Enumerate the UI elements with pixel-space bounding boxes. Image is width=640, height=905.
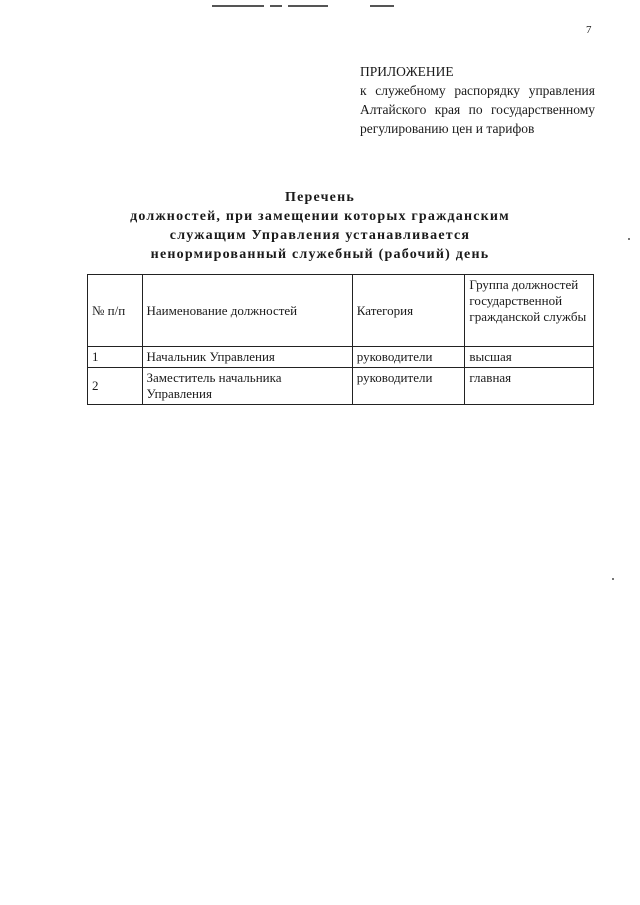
row-position-name: Начальник Управления (142, 347, 352, 368)
table-row (88, 347, 594, 368)
scan-speck (628, 238, 630, 240)
row-group: главная (465, 368, 594, 405)
heading-line-1: Перечень (285, 190, 355, 205)
heading-line-3: служащим Управления устанавливается (169, 228, 471, 243)
table-header-row (88, 275, 594, 347)
table-row (88, 368, 594, 405)
heading-line-2: должностей, при замещении которых гражданским (130, 209, 510, 224)
row-position-name: Заместитель начальника Управления (142, 368, 352, 405)
scan-artifact-top (212, 5, 264, 7)
row-category: руководители (352, 368, 465, 405)
scan-artifact-top (288, 5, 328, 7)
header-category: Категория (352, 275, 465, 347)
document-heading (100, 188, 540, 264)
appendix-block (360, 62, 595, 138)
scan-speck (612, 578, 614, 580)
appendix-body: к служебному распорядку управления Алтайского края по государственному регулированию цен и тарифов (360, 83, 595, 136)
row-category: руководители (352, 347, 465, 368)
positions-table (87, 274, 594, 405)
row-group: высшая (465, 347, 594, 368)
appendix-title: ПРИЛОЖЕНИЕ (360, 64, 454, 79)
header-group: Группа должностей государственной гражданской службы (465, 275, 594, 347)
scan-artifact-top (370, 5, 394, 7)
header-number: № п/п (88, 275, 143, 347)
header-position-name: Наименование должностей (142, 275, 352, 347)
row-number: 2 (88, 368, 143, 405)
heading-line-4: ненормированный служебный (рабочий) день (150, 247, 490, 262)
page-number: 7 (586, 24, 592, 36)
scan-artifact-top (270, 5, 282, 7)
row-number: 1 (88, 347, 143, 368)
